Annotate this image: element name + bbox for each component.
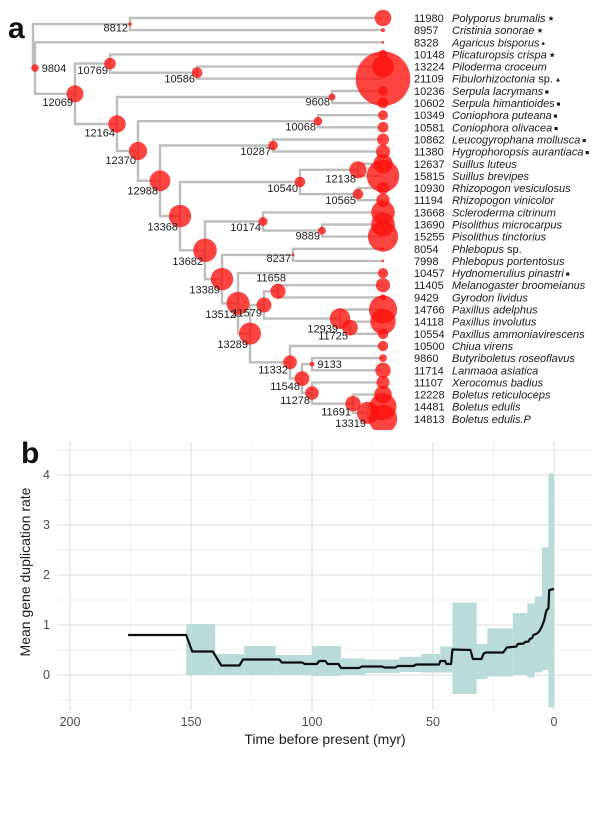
node-support-label: 11579 <box>232 307 262 320</box>
tip-circle <box>379 354 387 362</box>
tip-circle <box>377 134 389 146</box>
tip-gene-count: 10148 <box>414 49 445 62</box>
branch <box>197 67 383 79</box>
x-axis-title: Time before present (myr) <box>244 731 406 747</box>
node-support-label: 12988 <box>127 185 158 198</box>
tip-circle <box>381 28 385 32</box>
node-support-label: 12069 <box>42 97 73 110</box>
node-support-label: 10565 <box>325 195 356 208</box>
tip-gene-count: 9429 <box>414 292 439 305</box>
tip-species-name: Boletus reticuloceps <box>452 389 551 402</box>
tip-circle <box>378 268 388 278</box>
node-support-label: 13682 <box>172 256 203 269</box>
tip-species-name: Pisolithus tinctorius <box>452 231 547 244</box>
tip-gene-count: 13224 <box>414 61 445 74</box>
tip-gene-count: 14118 <box>414 316 444 329</box>
tip-species-name: Paxillus adelphus <box>452 304 538 317</box>
tip-gene-count: 15255 <box>414 231 445 244</box>
tip-species-name: Boletus edulis.P <box>452 413 531 426</box>
tip-species-name: Piloderma croceum <box>452 61 547 74</box>
tip-species-name: Paxillus involutus <box>452 316 537 329</box>
tip-species-name: Suillus luteus <box>452 158 517 171</box>
node-support-label: 10540 <box>267 183 298 195</box>
tip-species-name: Chiua virens <box>452 341 514 353</box>
node-support-label: 9133 <box>317 359 342 372</box>
node-support-label: 10586 <box>164 73 195 86</box>
tip-gene-count: 10457 <box>414 268 445 281</box>
tip-circle <box>368 222 398 252</box>
tip-species-name: Coniophora olivacea ■ <box>452 122 559 135</box>
tip-gene-count: 11380 <box>414 146 444 159</box>
tip-gene-count: 14766 <box>414 304 445 317</box>
tip-gene-count: 8054 <box>414 243 439 256</box>
tip-gene-count: 10602 <box>414 98 445 110</box>
tip-species-name: Agaricus bisporus ● <box>452 37 546 50</box>
tree-tip-labels <box>414 13 589 426</box>
internal-node-circle <box>310 362 315 367</box>
node-support-label: 13512 <box>205 309 236 321</box>
duplication-rate-chart-panel <box>0 430 600 836</box>
tip-species-name: Boletus edulis <box>452 401 521 414</box>
x-tick-label: 50 <box>426 715 440 729</box>
tip-circle <box>376 278 390 292</box>
node-support-label: 10174 <box>230 221 261 234</box>
tip-gene-count: 11194 <box>414 195 443 208</box>
node-support-label: 13289 <box>217 338 248 351</box>
tip-circle <box>378 329 389 340</box>
tip-species-name: Polyporus brumalis ★ <box>452 13 555 25</box>
internal-node-circle <box>292 254 295 257</box>
tip-species-name: Cristinia sonorae ★ <box>452 25 544 38</box>
tip-species-name: Rhizopogon vesiculosus <box>452 183 571 196</box>
tip-species-name: Hydnomerulius pinastri ■ <box>452 268 570 281</box>
node-support-label: 13389 <box>189 284 220 297</box>
ribbon-segment <box>421 654 440 673</box>
tip-species-name: Phlebopus portentosus <box>452 255 565 268</box>
tip-species-name: Scleroderma citrinum <box>452 207 556 220</box>
node-support-label: 11691 <box>321 406 351 419</box>
internal-node-circle <box>128 22 131 25</box>
tip-gene-count: 13690 <box>414 219 445 232</box>
tip-gene-count: 8328 <box>414 37 439 50</box>
tip-gene-count: 11405 <box>414 280 444 293</box>
tip-species-name: Butyriboletus roseoflavus <box>452 353 575 366</box>
node-support-label: 10068 <box>285 121 316 134</box>
tip-circle <box>377 182 389 194</box>
node-support-label: 10287 <box>240 146 271 159</box>
node-support-label: 12370 <box>105 154 136 167</box>
y-tick-label: 3 <box>43 518 50 532</box>
tree-tip-circles <box>356 10 411 430</box>
tip-species-name: Melanogaster broomeianus <box>452 280 586 293</box>
y-tick-label: 4 <box>43 468 50 482</box>
branch <box>130 18 383 30</box>
branch <box>110 54 383 72</box>
node-support-label: 8812 <box>103 22 128 35</box>
tip-gene-count: 10581 <box>414 122 445 135</box>
tip-species-name: Fibulorhizoctonia sp. ▲ <box>452 73 562 86</box>
ribbon-segment <box>477 644 488 679</box>
node-support-label: 12138 <box>325 173 356 186</box>
tip-species-name: Phlebopus sp. <box>452 243 522 256</box>
tip-gene-count: 10349 <box>414 110 445 123</box>
tip-species-name: Suillus brevipes <box>452 170 530 183</box>
node-support-label: 11548 <box>270 381 300 394</box>
tip-gene-count: 9860 <box>414 353 439 366</box>
tip-species-name: Leucogyrophana mollusca ■ <box>452 134 587 147</box>
tip-circle <box>375 363 390 378</box>
node-support-label: 13319 <box>335 418 366 430</box>
panel-a-label: a <box>8 12 25 45</box>
tip-gene-count: 8957 <box>414 25 439 38</box>
tip-species-name: Lanmaoa asiatica <box>452 365 539 378</box>
tip-species-name: Pisolithus microcarpus <box>452 219 563 232</box>
tip-gene-count: 11107 <box>414 377 443 390</box>
node-support-label: 9804 <box>41 63 67 75</box>
tip-species-name: Hygrophoropsis aurantiaca ■ <box>452 146 590 159</box>
internal-node-circle <box>270 284 285 299</box>
x-tick-label: 0 <box>550 715 558 729</box>
branch <box>293 249 383 261</box>
internal-node-circle <box>31 64 39 72</box>
tip-species-name: Rhizopogon vinicolor <box>452 195 555 208</box>
tip-circle <box>375 10 392 27</box>
node-support-label: 8237 <box>266 252 291 265</box>
node-support-label: 11658 <box>256 272 286 285</box>
node-support-label: 9889 <box>295 230 320 243</box>
tip-gene-count: 21109 <box>414 73 444 86</box>
axis-tick-labels <box>43 468 557 729</box>
tip-species-name: Paxillus ammoniavirescens <box>452 328 585 341</box>
tip-circle <box>382 260 385 263</box>
panel-b-label: b <box>21 437 40 470</box>
tip-gene-count: 12228 <box>414 389 445 402</box>
y-axis-title: Mean gene duplication rate <box>17 487 33 657</box>
tip-species-name: Coniophora puteana ■ <box>452 110 558 123</box>
node-support-label: 11332 <box>258 364 288 377</box>
node-support-label: 10769 <box>77 64 108 77</box>
tip-gene-count: 14813 <box>414 413 445 426</box>
tip-gene-count: 14481 <box>414 401 445 414</box>
tip-gene-count: 13668 <box>414 207 445 220</box>
x-tick-label: 150 <box>180 715 202 729</box>
y-tick-label: 2 <box>43 568 50 582</box>
tip-gene-count: 10862 <box>414 134 445 147</box>
tip-species-name: Gyrodon lividus <box>452 292 528 305</box>
tip-gene-count: 7998 <box>414 255 439 268</box>
confidence-ribbon <box>186 474 554 708</box>
tip-gene-count: 11714 <box>414 365 444 378</box>
node-support-label: 13368 <box>147 221 178 234</box>
tip-circle <box>378 110 388 120</box>
ribbon-segment <box>452 603 476 695</box>
tip-circle <box>378 98 389 109</box>
tip-species-name: Serpula lacrymans ■ <box>452 85 549 98</box>
tip-circle <box>378 341 388 351</box>
node-support-label: 11725 <box>318 330 348 343</box>
branch <box>318 115 383 127</box>
tip-gene-count: 15815 <box>414 170 445 183</box>
tip-gene-count: 10500 <box>414 341 445 353</box>
tip-species-name: Serpula himantioides ■ <box>452 98 561 110</box>
x-tick-label: 100 <box>301 715 323 729</box>
y-tick-label: 0 <box>43 668 50 682</box>
tip-circle <box>378 122 389 133</box>
tip-circle <box>378 86 387 95</box>
node-support-label: 12939 <box>307 323 338 336</box>
branch <box>278 285 383 297</box>
tip-gene-count: 10236 <box>414 85 445 98</box>
node-support-label: 11278 <box>280 395 310 408</box>
tip-gene-count: 10554 <box>414 328 445 341</box>
tip-gene-count: 11980 <box>414 13 444 25</box>
branch <box>273 140 383 152</box>
tip-circle <box>382 248 385 251</box>
node-support-label: 9608 <box>305 96 330 109</box>
tip-gene-count: 12637 <box>414 158 445 171</box>
x-tick-label: 200 <box>59 715 81 729</box>
y-tick-label: 1 <box>43 618 50 632</box>
tip-gene-count: 10930 <box>414 183 445 196</box>
tip-species-name: Plicaturopsis crispa ★ <box>452 49 556 62</box>
tip-circle <box>382 41 385 44</box>
tip-species-name: Xerocomus badius <box>452 377 544 390</box>
node-support-label: 12164 <box>84 127 115 140</box>
